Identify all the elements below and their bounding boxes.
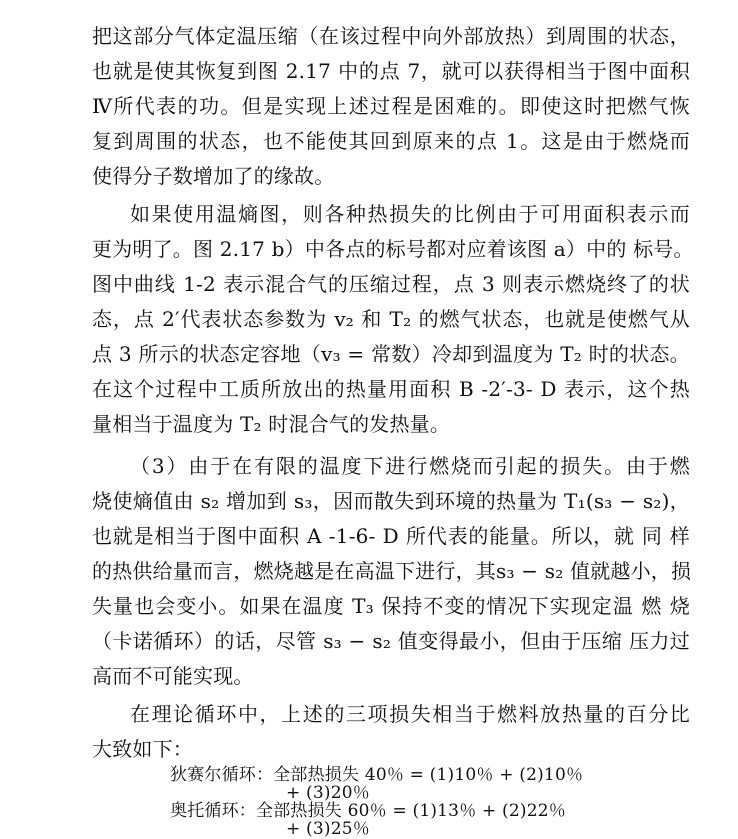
text-line: Ⅳ所代表的功。但是实现上述过程是困难的。即使这时把燃气恢 [92,94,690,118]
text-line: 的热供给量而言，燃烧越是在高温下进行，其s₃ − s₂ 值就越小，损 [92,559,692,583]
text-line: 在这个过程中工质所放出的热量用面积 B -2′-3- D 表示，这个热 [92,377,690,401]
text-line: 也就是使其恢复到图 2.17 中的点 7，就可以获得相当于图中面积 [92,59,690,83]
text-line: 也就是相当于图中面积 A -1-6- D 所代表的能量。所以，就 同 样 [92,524,690,548]
text-line: （卡诺循环）的话，尽管 s₃ − s₂ 值变得最小，但由于压缩 压力过 [92,629,690,653]
formula-otto-continued: + (3)25％ [286,819,370,839]
text-line: 如果使用温熵图，则各种热损失的比例由于可用面积表示而 [130,202,690,226]
text-line: 态，点 2′代表状态参数为 v₂ 和 T₂ 的燃气状态，也就是使燃气从 [92,307,690,331]
formula-diesel: 狄赛尔循环：全部热损失 40％ = (1)10％ + (2)10％ [170,765,584,785]
text-line: 复到周围的状态，也不能使其回到原来的点 1。这是由于燃烧而 [92,129,690,153]
text-line: 量相当于温度为 T₂ 时混合气的发热量。 [92,412,451,436]
text-line: （3）由于在有限的温度下进行燃烧而引起的损失。由于燃 [130,454,690,478]
text-line: 把这部分气体定温压缩（在该过程中向外部放热）到周围的状态， [92,24,690,48]
text-line: 高而不可能实现。 [92,664,254,688]
formula-otto: 奥托循环：全部热损失 60％ = (1)13％ + (2)22％ [170,801,566,821]
text-line: 在理论循环中，上述的三项损失相当于燃料放热量的百分比 [130,702,690,726]
text-line: 烧使熵值由 s₂ 增加到 s₃，因而散失到环境的热量为 T₁(s₃ − s₂)， [92,489,690,513]
text-line: 图中曲线 1-2 表示混合气的压缩过程，点 3 则表示燃烧终了的状 [92,272,690,296]
text-line: 更为明了。图 2.17 b）中各点的标号都对应着该图 a）中的 标号。 [92,237,694,261]
text-line: 大致如下： [92,737,193,761]
formula-diesel-continued: + (3)20％ [286,783,370,803]
text-line: 点 3 所示的状态定容地（v₃ = 常数）冷却到温度为 T₂ 时的状态。 [92,342,690,366]
text-line: 失量也会变小。如果在温度 T₃ 保持不变的情况下实现定温 燃 烧 [92,594,690,618]
text-line: 使得分子数增加了的缘故。 [92,164,335,188]
